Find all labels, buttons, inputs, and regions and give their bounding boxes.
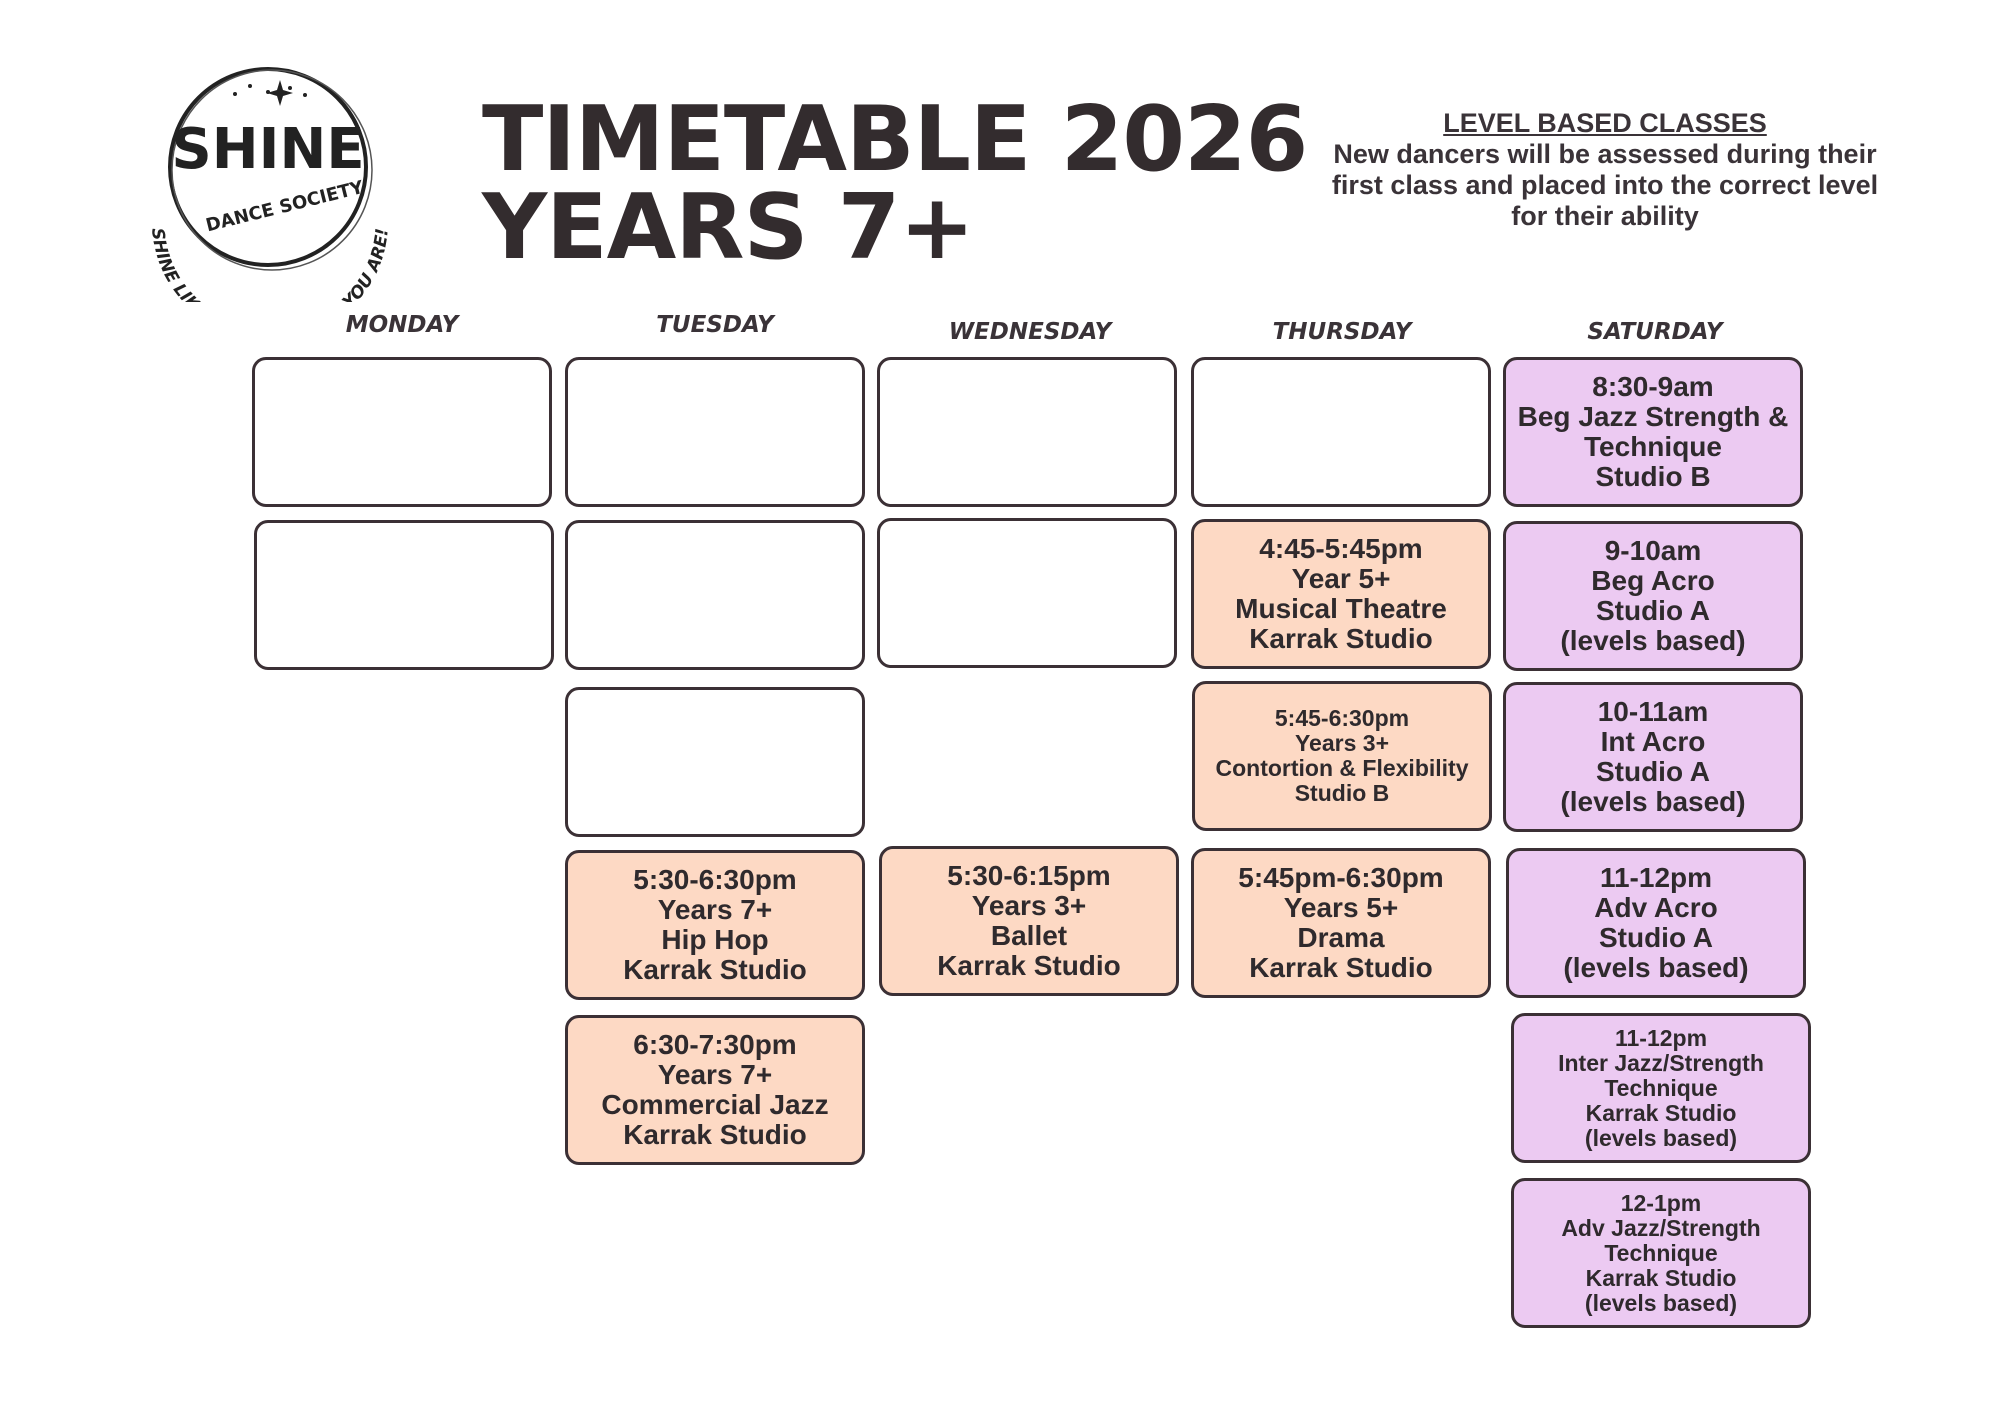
class-level: (levels based) <box>1563 952 1749 983</box>
class-style: Musical Theatre <box>1235 593 1447 624</box>
class-studio: Studio B <box>1595 461 1711 492</box>
note-heading: LEVEL BASED CLASSES <box>1443 108 1767 138</box>
class-year: Years 5+ <box>1283 892 1399 923</box>
class-studio: Karrak Studio <box>1585 1099 1737 1126</box>
class-studio: Karrak Studio <box>937 950 1121 981</box>
class-style: Beg Jazz Strength & <box>1517 401 1789 432</box>
day-header-saturday: SATURDAY <box>1587 319 1723 345</box>
title-line-1: TIMETABLE 2026 <box>482 87 1308 192</box>
class-style: Drama <box>1297 922 1385 953</box>
note-body <box>1295 139 1915 232</box>
class-studio: Karrak Studio <box>1249 952 1433 983</box>
class-time: 11-12pm <box>1599 862 1713 893</box>
class-style: Technique <box>1584 431 1722 462</box>
class-time: 10-11am <box>1597 696 1709 727</box>
logo-tagline: SHINE LI YOU ARE! <box>147 227 393 302</box>
class-studio: Studio B <box>1294 780 1390 806</box>
level-note <box>1295 108 1915 232</box>
class-slot-tuesday <box>565 520 865 670</box>
class-slot-wednesday <box>877 518 1177 668</box>
class-slot-saturday <box>1511 1013 1811 1163</box>
class-level: (levels based) <box>1584 1124 1738 1151</box>
class-time: 5:45-6:30pm <box>1274 705 1410 731</box>
class-year: Years 3+ <box>1294 730 1389 756</box>
page-title <box>482 87 1308 280</box>
class-year: Years 3+ <box>971 890 1087 921</box>
class-style: Beg Acro <box>1591 565 1715 596</box>
class-style: Adv Acro <box>1594 892 1718 923</box>
class-level: (levels based) <box>1584 1289 1738 1316</box>
class-slot-wednesday <box>877 357 1177 507</box>
class-style: Ballet <box>990 920 1068 951</box>
class-slot-saturday <box>1503 357 1803 507</box>
class-time: 5:30-6:15pm <box>947 860 1111 891</box>
class-studio: Studio A <box>1595 756 1711 787</box>
star-sparkles <box>233 80 307 106</box>
class-slot-saturday <box>1511 1178 1811 1328</box>
class-slot-wednesday <box>879 846 1179 996</box>
class-style: Commercial Jazz <box>601 1089 829 1120</box>
class-slot-tuesday <box>565 357 865 507</box>
class-slot-thursday <box>1191 519 1491 669</box>
class-time: 9-10am <box>1604 535 1702 566</box>
note-line: for their ability <box>1511 201 1699 231</box>
class-time: 6:30-7:30pm <box>633 1029 797 1060</box>
class-slot-saturday <box>1506 848 1806 998</box>
class-slot-tuesday <box>565 850 865 1000</box>
class-style: Inter Jazz/Strength <box>1558 1049 1764 1076</box>
day-header-thursday: THURSDAY <box>1272 319 1412 345</box>
day-header-tuesday: TUESDAY <box>656 312 774 338</box>
class-time: 4:45-5:45pm <box>1259 533 1423 564</box>
class-time: 5:45pm-6:30pm <box>1238 862 1444 893</box>
class-time: 8:30-9am <box>1592 371 1714 402</box>
class-style: Hip Hop <box>661 924 769 955</box>
class-style: Int Acro <box>1600 726 1706 757</box>
class-studio: Karrak Studio <box>623 954 807 985</box>
class-studio: Karrak Studio <box>1249 623 1433 654</box>
class-year: Year 5+ <box>1291 563 1391 594</box>
shine-logo <box>140 62 400 302</box>
class-studio: Studio A <box>1595 595 1711 626</box>
class-slot-tuesday <box>565 1015 865 1165</box>
logo-emblem <box>140 62 400 302</box>
note-line: first class and placed into the correct level <box>1331 170 1879 200</box>
class-slot-thursday <box>1191 848 1491 998</box>
class-slot-monday <box>252 357 552 507</box>
class-slot-monday <box>254 520 554 670</box>
class-style: Adv Jazz/Strength <box>1561 1214 1761 1241</box>
title-line-2: YEARS 7+ <box>482 175 974 280</box>
class-slot-thursday <box>1191 357 1491 507</box>
class-slot-saturday <box>1503 682 1803 832</box>
class-studio: Studio A <box>1598 922 1714 953</box>
day-header-wednesday: WEDNESDAY <box>948 319 1112 345</box>
class-studio: Karrak Studio <box>623 1119 807 1150</box>
class-year: Years 7+ <box>657 1059 773 1090</box>
class-style: Technique <box>1604 1074 1718 1101</box>
class-slot-saturday <box>1503 521 1803 671</box>
day-header-monday: MONDAY <box>345 312 459 338</box>
class-year: Years 7+ <box>657 894 773 925</box>
class-level: (levels based) <box>1560 786 1746 817</box>
class-time: 5:30-6:30pm <box>633 864 797 895</box>
class-style: Contortion & Flexibility <box>1215 755 1469 781</box>
logo-subtitle: DANCE SOCIETY <box>203 176 366 237</box>
class-studio: Karrak Studio <box>1585 1264 1737 1291</box>
logo-brand: SHINE <box>171 117 365 182</box>
class-slot-thursday <box>1192 681 1492 831</box>
class-style: Technique <box>1604 1239 1718 1266</box>
class-time: 12-1pm <box>1620 1189 1702 1216</box>
note-line: New dancers will be assessed during their <box>1333 139 1877 169</box>
class-slot-tuesday <box>565 687 865 837</box>
class-time: 11-12pm <box>1614 1024 1708 1051</box>
class-level: (levels based) <box>1560 625 1746 656</box>
